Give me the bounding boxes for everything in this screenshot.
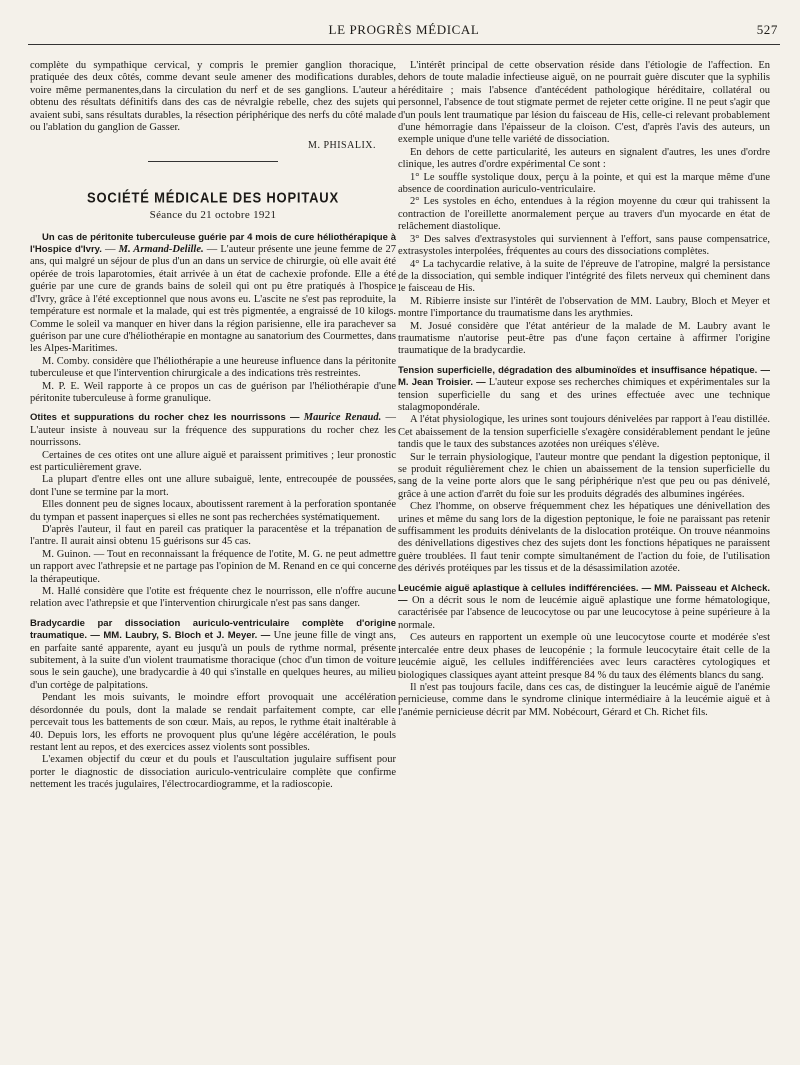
article-paragraph: Un cas de péritonite tuberculeuse guérie par 4 mois de cure héliothérapique à l'Hospice d'Ivry. — M. Armand-Delille. — L'auteur présente une jeune femme de 27 ans, qui malgré un séjour de plus d'un an dans un service de chirurgie, où elle avait été opérée de trois laparotomies, était arrivée à un état de cachexie profonde. Elle a été guérie par une cure de grands bains de soleil qui ont pu être pratiqués à l'hospice d'Ivry, grâce à l'été exceptionnel que nous avons eu. L'ascite ne s'est pas reproduite, la température est normale et la malade, qui est très pigmentée, a engraissé de 10 kilogs. Comme le soleil va manquer en hiver dans la région parisienne, elle ira parachever sa guérison par une cure d'héliothérapie en montagne au sanatorium des Courmettes, dans les Alpes-Maritimes.: [30, 231, 397, 355]
paragraph: En dehors de cette particularité, les auteurs en signalent d'autres, les unes d'ordre clinique, les autres d'ordre expérimental Ce sont :: [398, 146, 770, 171]
article-text: L'auteur présente une jeune femme de 27 ans, qui malgré un séjour de plus d'un an dans un service de chirurgie, où elle avait été opérée de trois laparotomies, était arrivée à un état de cachexie profonde. Elle a été guérie par une cure de grands bains de soleil qui ont pu être pratiqués à l'hospice d'Ivry, grâce à l'été exceptionnel que nous avons eu. L'ascite ne s'est pas reproduite, la température est normale et la malade, qui est très pigmentée, a engraissé de 10 kilogs. Comme le soleil va manquer en hiver dans la région parisienne, elle ira parachever sa guérison par une cure d'héliothérapie en montagne au sanatorium des Courmettes, dans les Alpes-Maritimes.: [30, 244, 397, 355]
paragraph: Certaines de ces otites ont une allure aiguë et paraissent primitives ; leur pronostic est particulièrement grave.: [30, 449, 396, 473]
article-text: Une jeune fille de vingt ans, en parfaite santé apparente, ayant eu jusqu'à un pouls de rythme normal, présente subitement, à la suite d'un violent traumatisme thoracique (choc d'un timon de voiture sous le sein gauche), une bradycardie à 40 qui s'installe en quelques heures, au milieu d'un cortège de palpitations.: [30, 630, 396, 691]
page-number: 527: [756, 22, 778, 37]
article-author: Maurice Renaud.: [303, 412, 382, 424]
divider: [148, 161, 278, 162]
paragraph: M. Comby. considère que l'héliothérapie a une heureuse influence dans la péritonite tuberculeuse et que l'intervention chirurgicale a des indications très restreintes.: [30, 355, 396, 380]
article-text: L'auteur expose ses recherches chimiques et expérimentales sur la tension superficielle du sang et des urines effectuée avec une technique stalagmopondérale.: [398, 377, 770, 413]
paragraph: Elles donnent peu de signes locaux, aboutissent rarement à la perforation spontanée du tympan et passent inaperçues si elles ne sont pas recherchées systématiquement.: [30, 499, 396, 523]
page-header: [30, 22, 778, 42]
article-paragraph: [30, 412, 396, 449]
paragraph: 3° Des salves d'extrasystoles qui surviennent à l'effort, sans pause compensatrice, extrasystoles interpolées, fréquentes au cours des dissociations complètes.: [398, 233, 770, 258]
article-heading: Bradycardie par dissociation auriculo-ventriculaire complète d'origine traumatique. — MM. Laubry, S. Bloch et J. Meyer. —: [30, 617, 396, 642]
paragraph: M. Josué considère que l'état antérieur de la malade de M. Laubry avant le traumatisme n'autorise peut-être pas d'une façon certaine à affirmer l'origine traumatique de la bradycardie.: [398, 320, 770, 357]
paragraph: M. Ribierre insiste sur l'intérêt de l'observation de MM. Laubry, Bloch et Meyer et montre l'importance du traumatisme dans les arythmies.: [398, 295, 770, 320]
article-paragraph: [398, 583, 770, 633]
section-title: SOCIÉTÉ MÉDICALE DES HOPITAUX: [87, 188, 339, 206]
article-heading: Un cas de péritonite tuberculeuse guérie par 4 mois de cure héliothérapique à l'Hospice d'Ivry.: [30, 231, 396, 256]
section-date: Séance du 21 octobre 1921: [149, 209, 277, 222]
paragraph: Sur le terrain physiologique, l'auteur montre que pendant la digestion peptonique, il se produit régulièrement chez le chien un abaissement de la tension superficielle du sang de la veine porte alors que le sang périphérique n'est que peu ou pas dénivelé, grâce à une action d'arrêt du foie sur les produits dégradés des albumines ingérées.: [398, 451, 770, 500]
left-column: [30, 60, 396, 792]
paragraph: 2° Les systoles en écho, entendues à la région moyenne du cœur qui trahissent la contraction de l'oreillette anormalement perçue au travers d'un myocarde en état de relâchement diastolique.: [398, 196, 770, 233]
paragraph: Pendant les mois suivants, le moindre effort provoquait une accélération désordonnée du pouls, dont la malade se rendait parfaitement compte, car elle percevait tous les battements de son cœur. Mais, au repos, le rythme était inaltérable à 40. Depuis lors, les efforts ne provoquent plus qu'une légère accélération, le pouls restant lent au repos, et des exercices assez violents sont possibles.: [30, 692, 396, 753]
paragraph: complète du sympathique cervical, y compris le premier ganglion thoracique, pratiquée des deux côtés, comme devant seule amener des modifications durables, voire même permanentes,dans la circulation du nerf et de ses ganglions. L'auteur a obtenu des résultats définitifs dans des cas de névralgie rebelle, chez des sujets qui avaient subi, sans résultats durables, la résection périphérique des nerfs du côté malade ou l'ablation du ganglion de Gasser.: [30, 60, 396, 134]
article-author: M. Armand-Delille.: [118, 244, 204, 256]
article-text: On a décrit sous le nom de leucémie aiguë aplastique une forme hématologique, caractérisée par l'absence de leucocytose ou par une leucocytose à peine supérieure à la normale.: [398, 595, 770, 631]
paragraph: A l'état physiologique, les urines sont toujours dénivelées par rapport à l'eau distillée. Cet abaissement de la tension superficielle s'exagère considérablement pendant le jeûne tandis que le taux des substances azotées non uréiques s'élève.: [398, 414, 770, 451]
paragraph: Ces auteurs en rapportent un exemple où une leucocytose courte et modérée s'est intercalée entre deux phases de leucopénie ; la formule leucocytaire était celle de la leucémie aiguë, les cellules indifférenciées avec leurs caractères cytologiques et biologiques classiques ayant atteint presque 84 % du taux des éléments blancs du sang.: [398, 632, 770, 681]
paragraph: D'après l'auteur, il faut en pareil cas pratiquer la paracentèse et la trépanation de l'antre. Il aurait ainsi obtenu 15 guérisons sur 45 cas.: [30, 524, 396, 548]
article-paragraph: [398, 365, 770, 415]
paragraph: M. P. E. Weil rapporte à ce propos un cas de guérison par l'héliothérapie d'une péritonite tuberculeuse à forme granulique.: [30, 380, 396, 404]
right-column: [398, 60, 770, 719]
paragraph: M. Guinon. — Tout en reconnaissant la fréquence de l'otite, M. G. ne peut admettre un rapport avec l'athrepsie et ne partage pas l'opinion de M. Renand en ce qui concerne la thérapeutique.: [30, 548, 396, 585]
article-heading: Leucémie aiguë aplastique à cellules indifférenciées. — MM. Paisseau et Alcheck. —: [398, 582, 770, 607]
header-rule: [28, 44, 780, 45]
paragraph: L'intérêt principal de cette observation réside dans l'étiologie de l'affection. En dehors de toute maladie infectieuse aiguë, on ne pourrait guère discuter que la syphilis héréditaire ; mais l'absence d'antécédent pathologique héréditaire, collatéral ou personnel, l'absence de tout stigmate permet de rejeter cette origine. Il ne peut s'agir que d'un pouls lent traumatique par lésion du faisceau de His, celle-ci relevant probablement d'une hémorragie dans l'épaisseur de la cloison. C'est, d'après l'avis des auteurs, un exemple unique d'une telle variété de dissociation.: [398, 60, 770, 146]
journal-title: LE PROGRÈS MÉDICAL: [328, 22, 480, 37]
paragraph: La plupart d'entre elles ont une allure subaiguë, lente, entrecoupée de poussées, dont l'une se termine par la mort.: [30, 474, 396, 498]
author-signature: M. PHISALIX.: [308, 140, 376, 152]
paragraph: 4° La tachycardie relative, à la suite de l'épreuve de l'atropine, malgré la persistance de la dissociation, qui semble indiquer l'intégrité des filets nerveux qui cheminent dans le faisceau de His.: [398, 258, 770, 295]
article-heading: Tension superficielle, dégradation des albuminoïdes et insuffisance hépatique. — M. Jean Troisier. —: [398, 364, 770, 389]
article-heading: Otites et suppurations du rocher chez les nourrissons —: [30, 412, 300, 424]
article-paragraph: [30, 618, 396, 692]
paragraph: L'examen objectif du cœur et du pouls et l'auscultation jugulaire suffisent pour porter le diagnostic de dissociation auriculo-ventriculaire complète que confirme nettement les tracés jugulaires, l'électrocardiogramme, et la radioscopie.: [30, 754, 396, 791]
paragraph: Chez l'homme, on observe fréquemment chez les hépatiques une dénivellation des urines et même du sang lors de la digestion peptonique, le foie ne paraissant pas retenir suffisamment les produits dénivelants de la dislocation protéique. On trouve néanmoins des dénivellations digestives chez des sujets dont les fonctions hépatiques ne paraissent guère troublées. Il faut tenir compte simultanément de l'action du foie, de l'utilisation des dérivés protéiques par les tissus et de la désassimilation azotée.: [398, 501, 770, 575]
paragraph: 1° Le souffle systolique doux, perçu à la pointe, et qui est la marque même d'une absence de coordination auriculo-ventriculaire.: [398, 171, 770, 196]
paragraph: Il n'est pas toujours facile, dans ces cas, de distinguer la leucémie aiguë de l'anémie pernicieuse, comme dans le syndrome clinique intermédiaire à la leucémie aiguë et à l'anémie pernicieuse décrit par MM. Nobécourt, Gérard et Ch. Richet fils.: [398, 681, 770, 718]
article-text: — L'auteur insiste à nouveau sur la fréquence des suppurations du rocher chez les nourrissons.: [30, 412, 396, 449]
paragraph: M. Hallé considère que l'otite est fréquente chez le nourrisson, elle n'offre aucune relation avec l'athrepsie et que l'intervention chirurgicale n'est pas sans danger.: [30, 586, 396, 610]
